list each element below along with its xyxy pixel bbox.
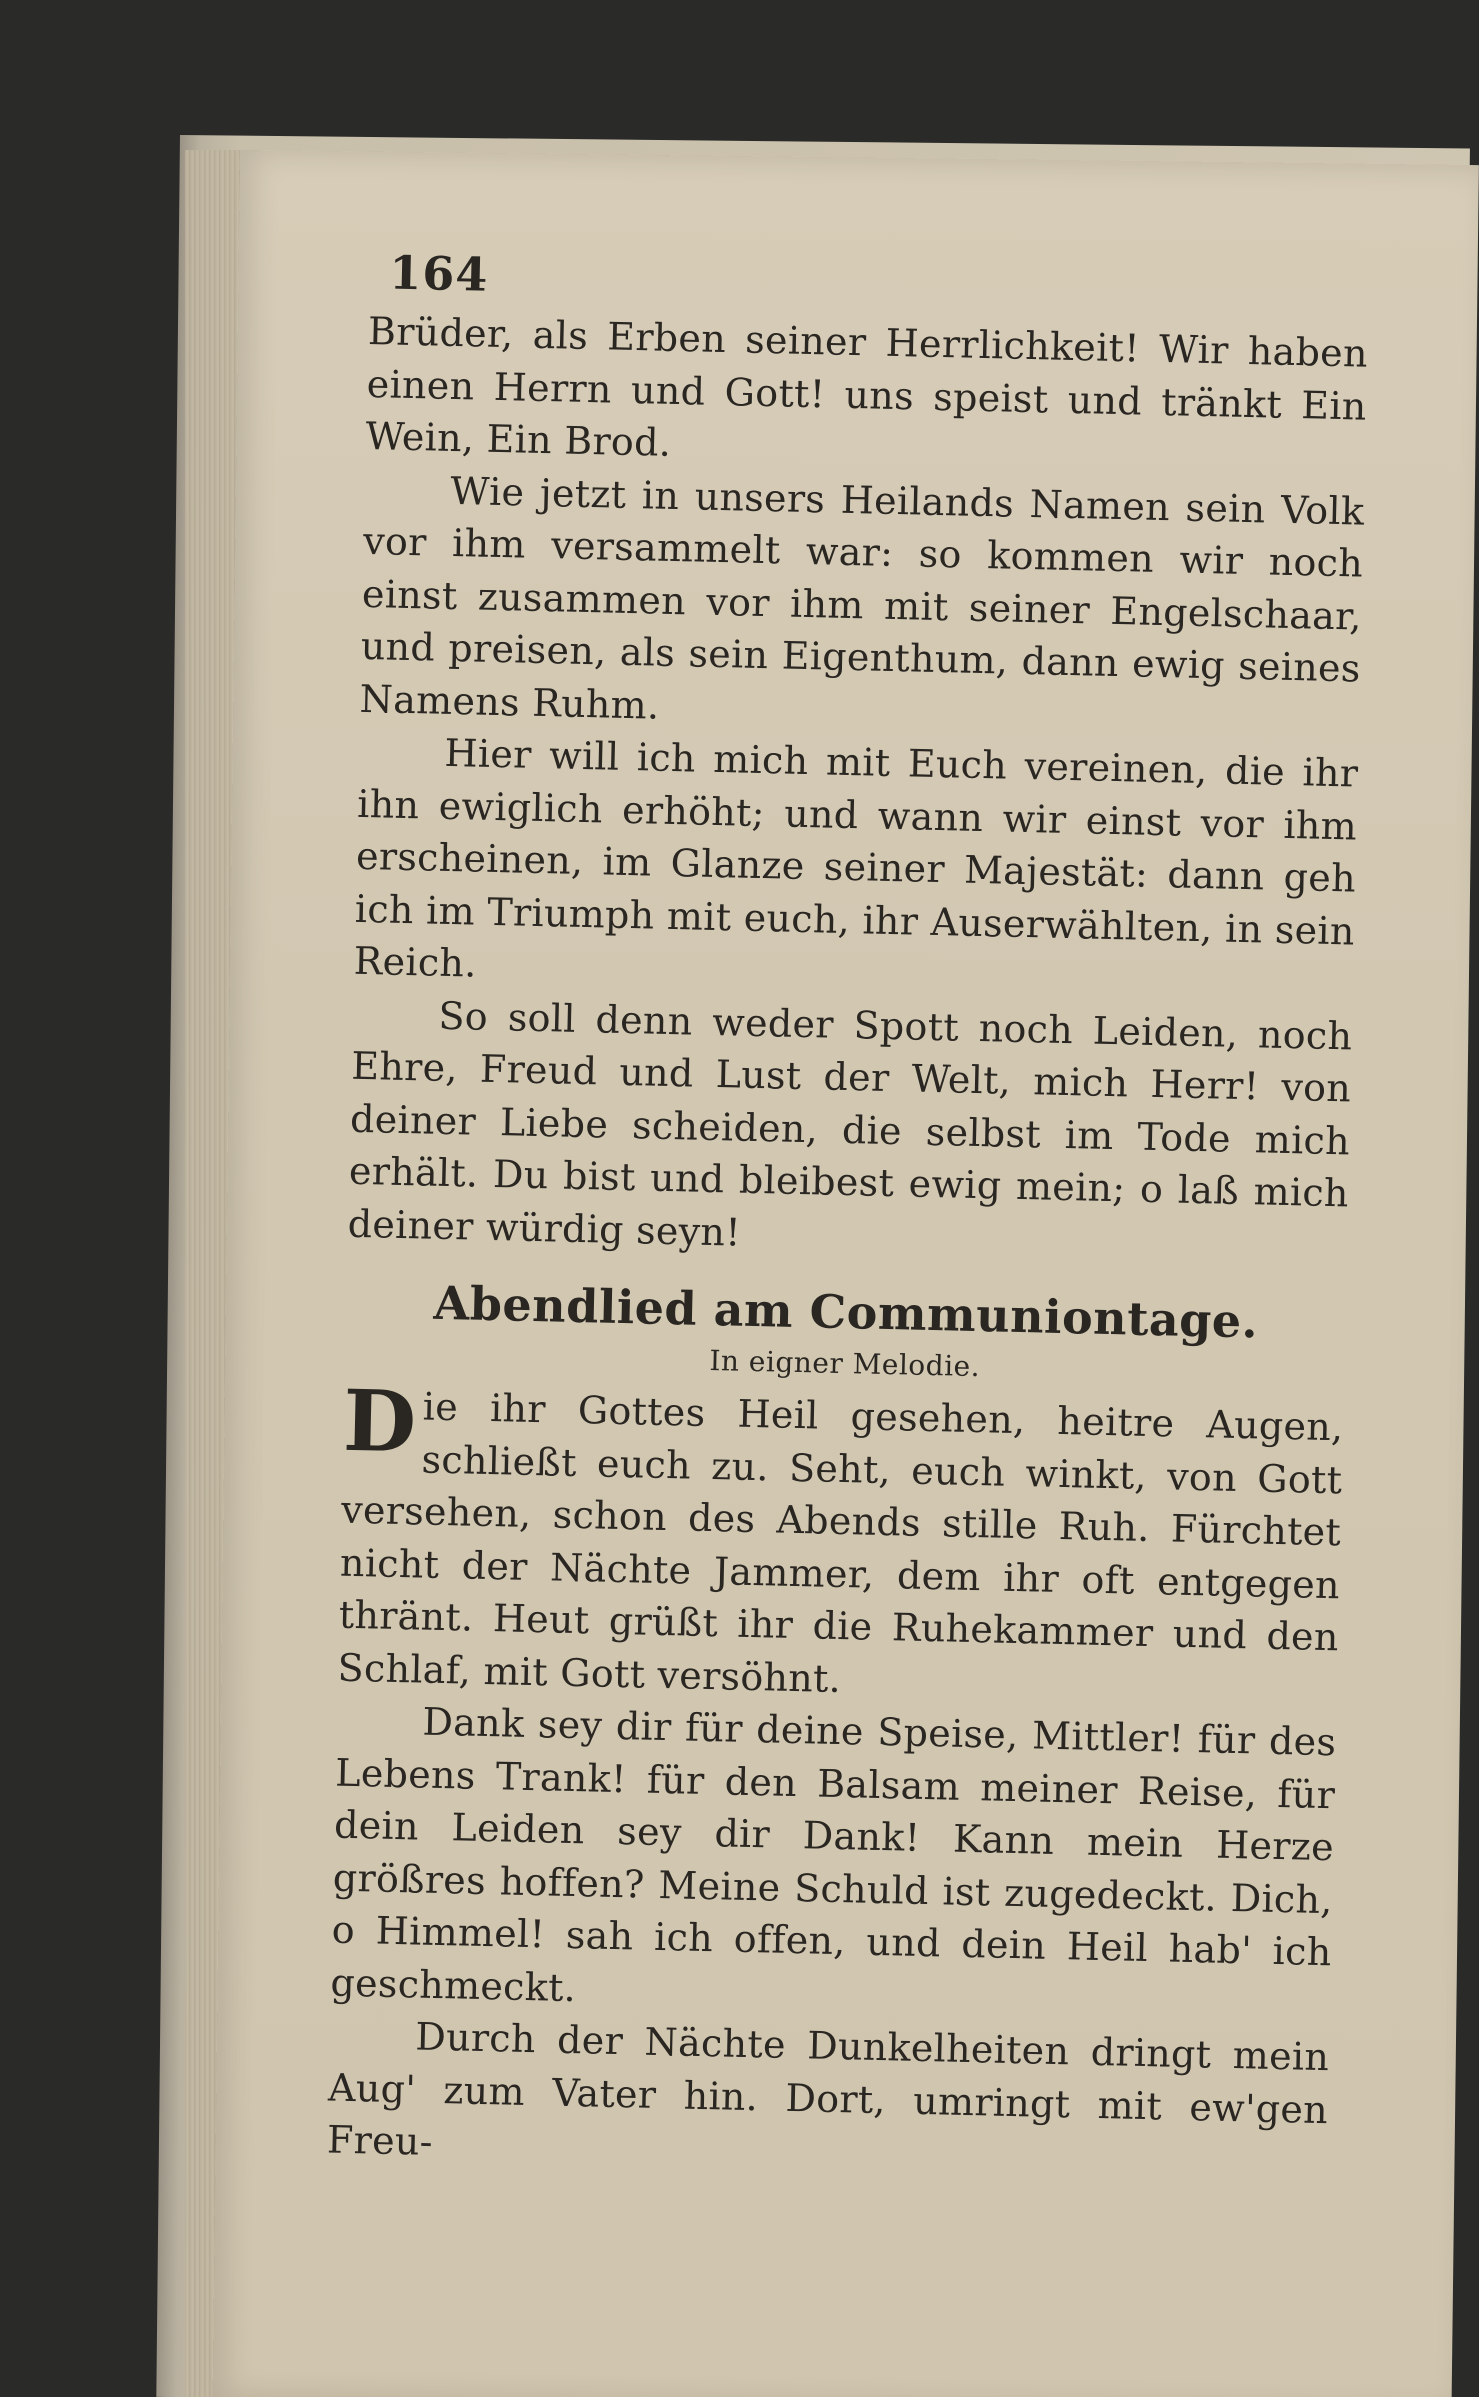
paragraph-1: Brüder, als Erben seiner Herrlichkeit! Wir haben einen Herrn und Gott! uns speist und tränkt Ein Wein, Ein Brod.	[365, 308, 1369, 465]
text-block	[326, 245, 1369, 2189]
melody-note: In eigner Melodie.	[709, 1343, 981, 1384]
paragraph-3: Hier will ich mich mit Euch vereinen, die ihr ihn ewiglich erhöht; und wann wir einst vor ihm erscheinen, im Glanze seiner Majestät: dann geh ich im Triumph mit euch, ihr Auserwählten, in sein Reich.	[353, 730, 1359, 986]
paragraph-2: Wie jetzt in unsers Heilands Namen sein Volk vor ihm versammelt war: so kommen wir noch einst zusammen vor ihm mit seiner Engelschaar, und preisen, als sein Eigenthum, dann ewig seines Namens Ruhm.	[359, 468, 1365, 728]
hymn-verse-1-text: ie ihr Gottes Heil gesehen, heitre Augen, schließt euch zu. Seht, euch winkt, von Gott versehen, schon des Abends stille Ruh. Fürchtet nicht der Nächte Jammer, dem ihr oft entgegen thränt. Heut grüßt ihr die Ruhekammer und den Schlaf, mit Gott versöhnt.	[337, 1384, 1344, 1701]
hymn-verse-3: Durch der Nächte Dunkelheiten dringt mein Aug' zum Vater hin. Dort, umringt mit ew'gen Freu-	[326, 2014, 1330, 2164]
hymn-verse-1	[337, 1370, 1344, 1717]
page-number: 164	[388, 245, 490, 302]
paragraph-4: So soll denn weder Spott noch Leiden, noch Ehre, Freud und Lust der Welt, mich Herr! von deiner Liebe scheiden, die selbst im Tode mich erhält. Du bist und bleibest ewig mein; o laß mich deiner würdig seyn!	[347, 993, 1353, 1255]
hymn-verse-2: Dank sey dir für deine Speise, Mittler! für des Lebens Trank! für den Balsam meiner Reise, für dein Leiden sey dir Dank! Kann mein Herze größres hoffen? Meine Schuld ist zugedeckt. Dich, o Himmel! sah ich offen, und dein Heil hab' ich geschmeckt.	[330, 1699, 1337, 2010]
drop-cap: D	[342, 1370, 418, 1472]
hymn-title: Abendlied am Communiontage.	[433, 1275, 1259, 1349]
